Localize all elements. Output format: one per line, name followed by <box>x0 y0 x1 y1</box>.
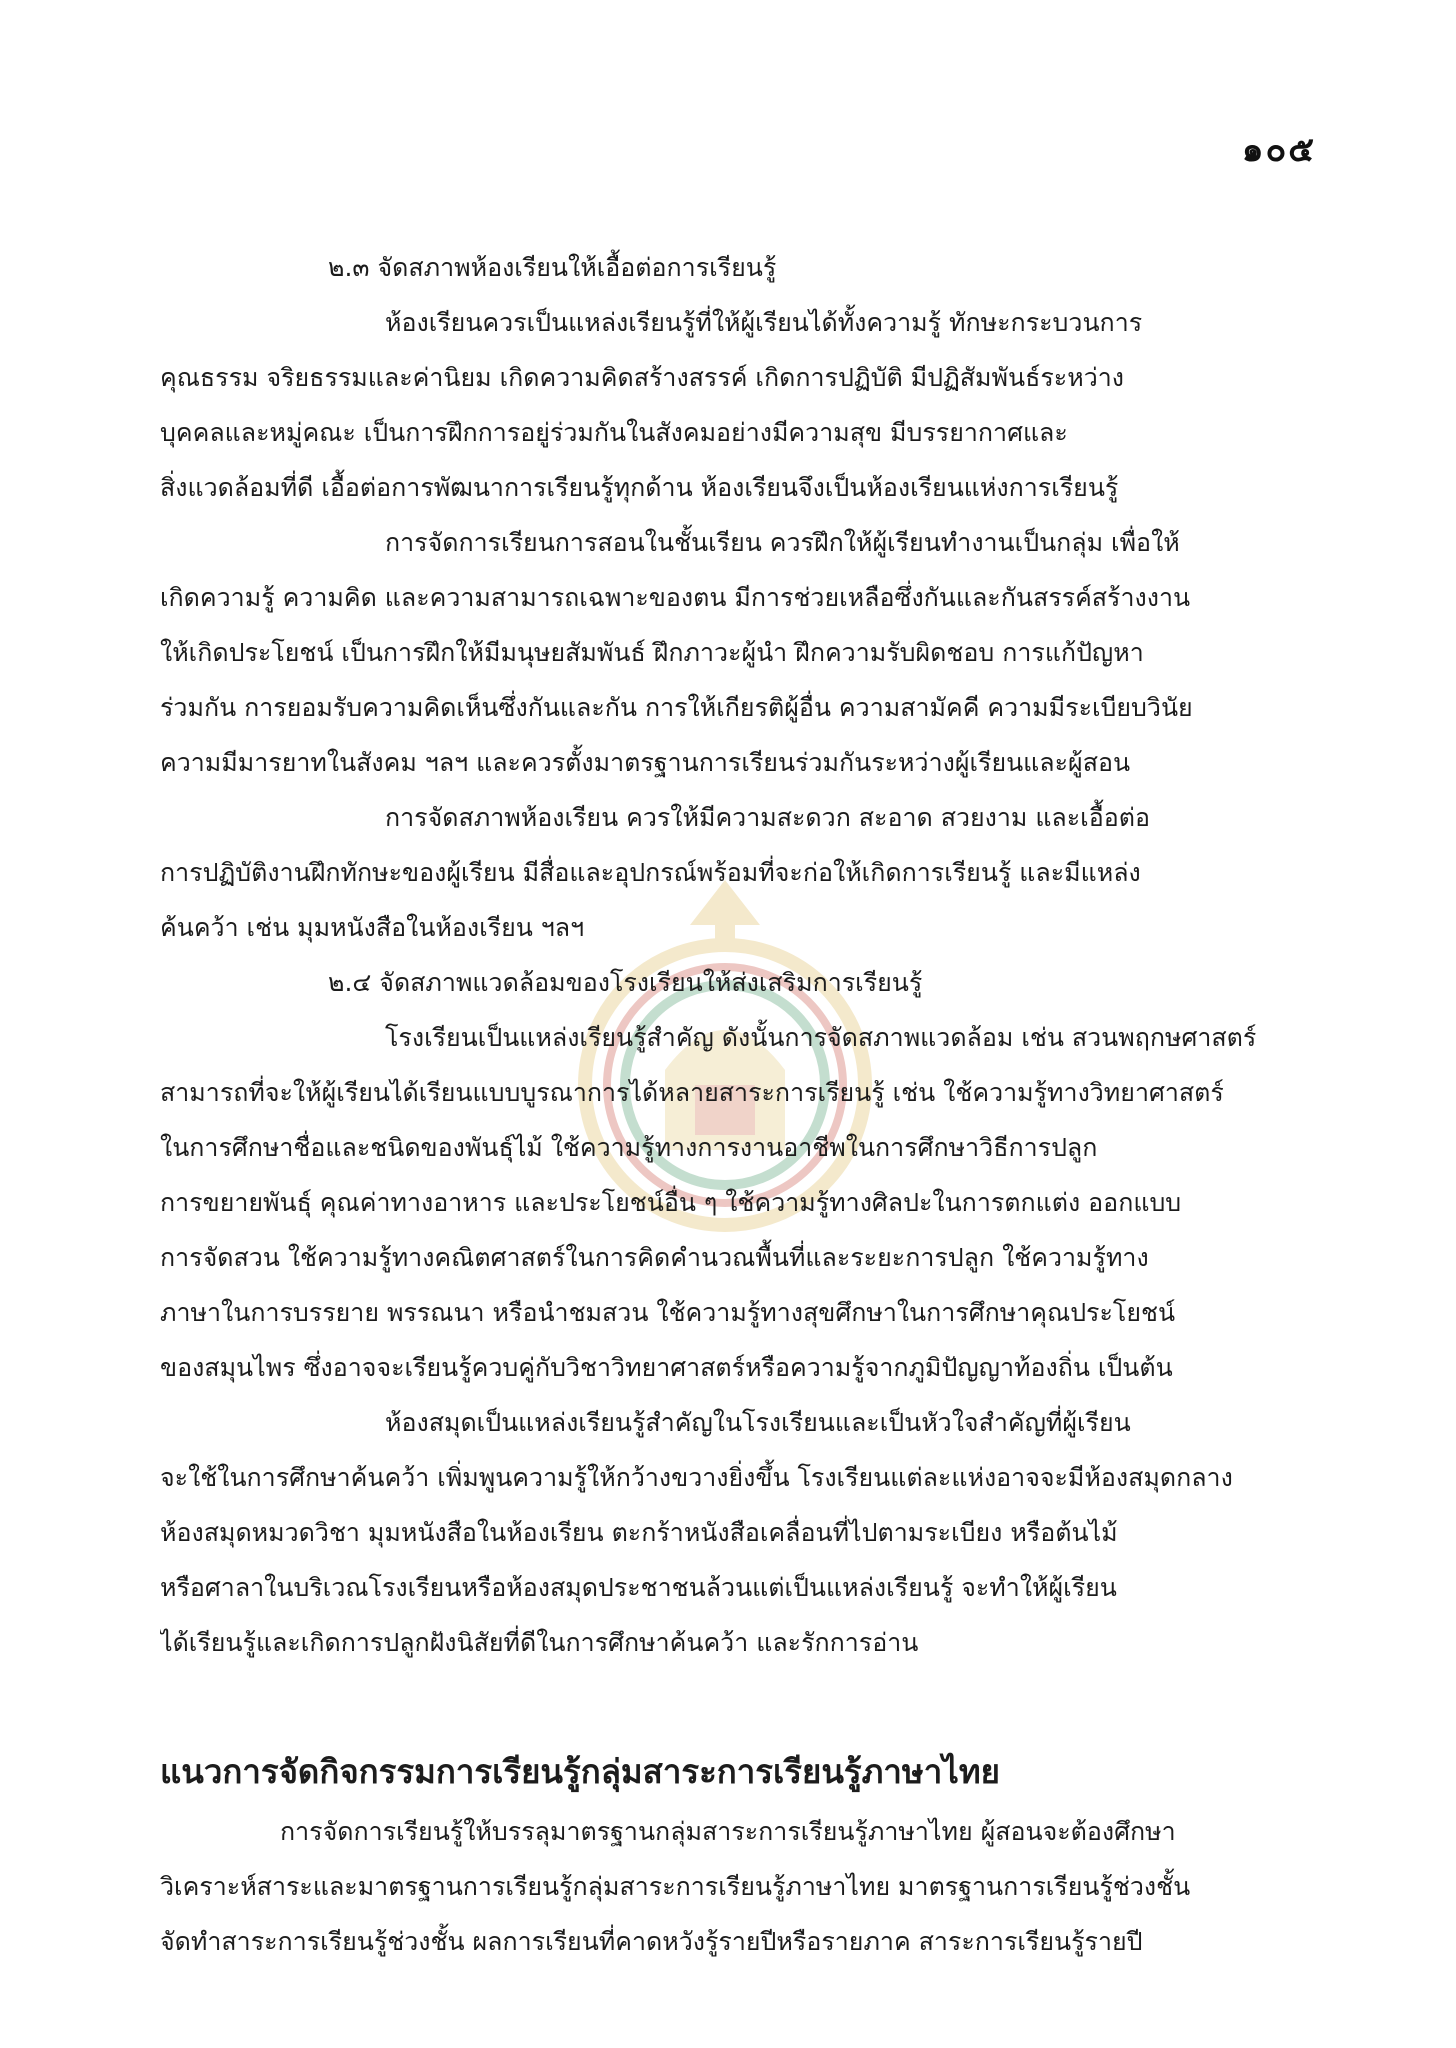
text-line: ห้องสมุดเป็นแหล่งเรียนรู้สำคัญในโรงเรียนและเป็นหัวใจสำคัญที่ผู้เรียน <box>385 1408 1131 1437</box>
text-line: ความมีมารยาทในสังคม ฯลฯ และควรตั้งมาตรฐานการเรียนร่วมกันระหว่างผู้เรียนและผู้สอน <box>160 748 1131 777</box>
page-number: ๑๐๕ <box>1241 130 1316 170</box>
text-line: ได้เรียนรู้และเกิดการปลูกฝังนิสัยที่ดีในการศึกษาค้นคว้า และรักการอ่าน <box>160 1628 919 1657</box>
paragraph-2-4-1 <box>160 1010 1314 1395</box>
text-line: ค้นคว้า เช่น มุมหนังสือในห้องเรียน ฯลฯ <box>160 913 585 942</box>
text-line: ห้องเรียนควรเป็นแหล่งเรียนรู้ที่ให้ผู้เรียนได้ทั้งความรู้ ทักษะกระบวนการ <box>385 308 1143 337</box>
text-line: หรือศาลาในบริเวณโรงเรียนหรือห้องสมุดประชาชนล้วนแต่เป็นแหล่งเรียนรู้ จะทำให้ผู้เรียน <box>160 1573 1117 1602</box>
paragraph-2-3-1 <box>160 295 1314 515</box>
text-line: คุณธรรม จริยธรรมและค่านิยม เกิดความคิดสร้างสรรค์ เกิดการปฏิบัติ มีปฏิสัมพันธ์ระหว่าง <box>160 363 1124 392</box>
text-line: การจัดการเรียนการสอนในชั้นเรียน ควรฝึกให้ผู้เรียนทำงานเป็นกลุ่ม เพื่อให้ <box>385 528 1180 557</box>
text-line: ในการศึกษาชื่อและชนิดของพันธุ์ไม้ ใช้ความรู้ทางการงานอาชีพในการศึกษาวิธีการปลูก <box>160 1133 1098 1162</box>
heading-2-4: ๒.๔ จัดสภาพแวดล้อมของโรงเรียนให้ส่งเสริมการเรียนรู้ <box>328 968 923 997</box>
text-line: การขยายพันธุ์ คุณค่าทางอาหาร และประโยชน์อื่น ๆ ใช้ความรู้ทางศิลปะในการตกแต่ง ออกแบบ <box>160 1188 1182 1217</box>
text-line: การจัดสภาพห้องเรียน ควรให้มีความสะดวก สะอาด สวยงาม และเอื้อต่อ <box>385 803 1151 832</box>
heading-2-3: ๒.๓ จัดสภาพห้องเรียนให้เอื้อต่อการเรียนรู้ <box>328 253 777 282</box>
text-line: เกิดความรู้ ความคิด และความสามารถเฉพาะของตน มีการช่วยเหลือซึ่งกันและกันสรรค์สร้างงาน <box>160 583 1191 612</box>
text-line: ร่วมกัน การยอมรับความคิดเห็นซึ่งกันและกัน การให้เกียรติผู้อื่น ความสามัคคี ความมีระเบียบวินัย <box>160 693 1193 722</box>
text-line: สามารถที่จะให้ผู้เรียนได้เรียนแบบบูรณาการได้หลายสาระการเรียนรู้ เช่น ใช้ความรู้ทางวิทยาศาสตร์ <box>160 1078 1224 1107</box>
text-line: การจัดการเรียนรู้ให้บรรลุมาตรฐานกลุ่มสาระการเรียนรู้ภาษาไทย ผู้สอนจะต้องศึกษา <box>280 1817 1176 1846</box>
text-line: บุคคลและหมู่คณะ เป็นการฝึกการอยู่ร่วมกันในสังคมอย่างมีความสุข มีบรรยากาศและ <box>160 418 1068 447</box>
text-line: ภาษาในการบรรยาย พรรณนา หรือนำชมสวน ใช้ความรู้ทางสุขศึกษาในการศึกษาคุณประโยชน์ <box>160 1298 1176 1327</box>
text-line: การจัดสวน ใช้ความรู้ทางคณิตศาสตร์ในการคิดคำนวณพื้นที่และระยะการปลูก ใช้ความรู้ทาง <box>160 1243 1149 1272</box>
text-line: ให้เกิดประโยชน์ เป็นการฝึกให้มีมนุษยสัมพันธ์ ฝึกภาวะผู้นำ ฝึกความรับผิดชอบ การแก้ปัญหา <box>160 638 1144 667</box>
text-line: โรงเรียนเป็นแหล่งเรียนรู้สำคัญ ดังนั้นการจัดสภาพแวดล้อม เช่น สวนพฤกษศาสตร์ <box>385 1023 1257 1052</box>
main-content <box>160 240 1314 1969</box>
text-line: ของสมุนไพร ซึ่งอาจจะเรียนรู้ควบคู่กับวิชาวิทยาศาสตร์หรือความรู้จากภูมิปัญญาท้องถิ่น เป็นต้น <box>160 1353 1173 1382</box>
paragraph-2-3-3 <box>160 790 1314 955</box>
section-heading-thai-learning: แนวการจัดกิจกรรมการเรียนรู้กลุ่มสาระการเรียนรู้ภาษาไทย <box>160 1752 1000 1791</box>
text-line: วิเคราะห์สาระและมาตรฐานการเรียนรู้กลุ่มสาระการเรียนรู้ภาษาไทย มาตรฐานการเรียนรู้ช่วงชั้น <box>160 1872 1191 1901</box>
text-line: จัดทำสาระการเรียนรู้ช่วงชั้น ผลการเรียนที่คาดหวังรู้รายปีหรือรายภาค สาระการเรียนรู้รายปี <box>160 1927 1143 1956</box>
text-line: การปฏิบัติงานฝึกทักษะของผู้เรียน มีสื่อและอุปกรณ์พร้อมที่จะก่อให้เกิดการเรียนรู้ และมีแหล่ง <box>160 858 1141 887</box>
text-line: จะใช้ในการศึกษาค้นคว้า เพิ่มพูนความรู้ให้กว้างขวางยิ่งขึ้น โรงเรียนแต่ละแห่งอาจจะมีห้องสมุดกลาง <box>160 1463 1233 1492</box>
text-line: สิ่งแวดล้อมที่ดี เอื้อต่อการพัฒนาการเรียนรู้ทุกด้าน ห้องเรียนจึงเป็นห้องเรียนแห่งการเรียนรู้ <box>160 473 1119 502</box>
paragraph-thai-learning <box>160 1804 1314 1969</box>
text-line: ห้องสมุดหมวดวิชา มุมหนังสือในห้องเรียน ตะกร้าหนังสือเคลื่อนที่ไปตามระเบียง หรือต้นไม้ <box>160 1518 1118 1547</box>
paragraph-2-3-2 <box>160 515 1314 790</box>
paragraph-2-4-2 <box>160 1395 1314 1670</box>
